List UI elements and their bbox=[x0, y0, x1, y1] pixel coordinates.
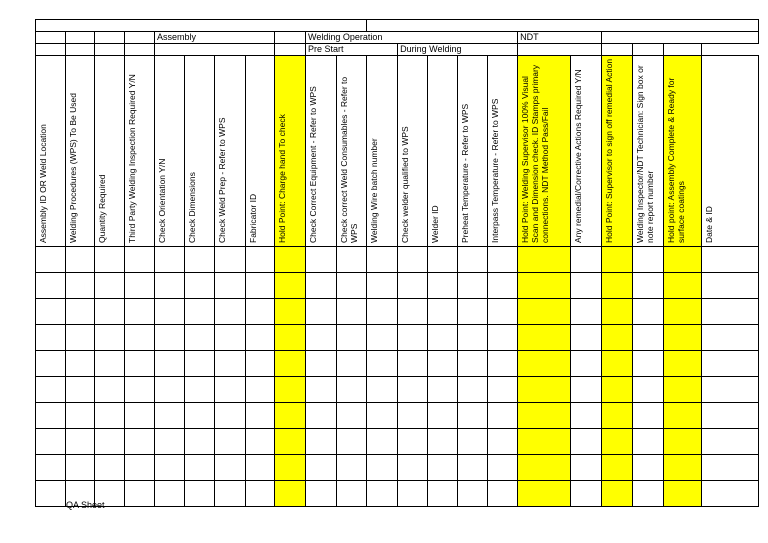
table-cell[interactable] bbox=[215, 351, 246, 377]
hold-point-column-header: Hold Point: Supervisor to sign off remedial Action bbox=[602, 56, 633, 247]
table-cell[interactable] bbox=[95, 299, 125, 325]
table-cell[interactable] bbox=[702, 403, 759, 429]
table-cell[interactable] bbox=[306, 325, 337, 351]
column-header: Any remedial/Corrective Actions Required Y/N bbox=[571, 56, 602, 247]
table-cell[interactable] bbox=[398, 273, 428, 299]
table-cell[interactable] bbox=[571, 273, 602, 299]
table-cell[interactable] bbox=[633, 403, 664, 429]
table-cell[interactable] bbox=[95, 403, 125, 429]
hold-point-cell[interactable] bbox=[518, 325, 571, 351]
table-cell[interactable] bbox=[185, 403, 215, 429]
table-cell[interactable] bbox=[367, 351, 398, 377]
table-cell[interactable] bbox=[702, 429, 759, 455]
table-cell[interactable] bbox=[66, 377, 95, 403]
cell[interactable] bbox=[275, 44, 306, 56]
hold-point-cell[interactable] bbox=[664, 299, 702, 325]
cell[interactable] bbox=[125, 32, 155, 44]
table-cell[interactable] bbox=[367, 299, 398, 325]
cell[interactable] bbox=[95, 32, 125, 44]
hold-point-cell[interactable] bbox=[664, 455, 702, 481]
sheet-footer-label: QA Sheet bbox=[66, 500, 105, 510]
column-header: Check Dimensions bbox=[185, 56, 215, 247]
hold-point-cell[interactable] bbox=[602, 377, 633, 403]
cell[interactable] bbox=[367, 20, 759, 32]
table-cell[interactable] bbox=[306, 403, 337, 429]
hold-point-cell[interactable] bbox=[602, 273, 633, 299]
table-cell[interactable] bbox=[398, 455, 428, 481]
table-cell[interactable] bbox=[458, 403, 488, 429]
ndt-group-header: NDT bbox=[518, 32, 602, 44]
hold-point-cell[interactable] bbox=[664, 481, 702, 507]
column-header: Third Party Welding Inspection Required Y/N bbox=[125, 56, 155, 247]
table-cell[interactable] bbox=[185, 481, 215, 507]
table-cell[interactable] bbox=[185, 247, 215, 273]
table-cell[interactable] bbox=[36, 481, 66, 507]
hold-point-cell[interactable] bbox=[518, 455, 571, 481]
hold-point-cell[interactable] bbox=[275, 481, 306, 507]
table-cell[interactable] bbox=[571, 481, 602, 507]
table-row bbox=[36, 403, 759, 429]
table-cell[interactable] bbox=[633, 455, 664, 481]
table-cell[interactable] bbox=[185, 299, 215, 325]
column-header: Check Weld Prep - Refer to WPS bbox=[215, 56, 246, 247]
hold-point-cell[interactable] bbox=[275, 247, 306, 273]
hold-point-cell[interactable] bbox=[518, 273, 571, 299]
table-cell[interactable] bbox=[66, 325, 95, 351]
table-cell[interactable] bbox=[306, 377, 337, 403]
table-cell[interactable] bbox=[185, 429, 215, 455]
hold-point-cell[interactable] bbox=[664, 273, 702, 299]
table-cell[interactable] bbox=[571, 377, 602, 403]
table-cell[interactable] bbox=[36, 273, 66, 299]
table-cell[interactable] bbox=[337, 481, 367, 507]
table-cell[interactable] bbox=[95, 377, 125, 403]
column-header: Check Orientation Y/N bbox=[155, 56, 185, 247]
table-cell[interactable] bbox=[398, 429, 428, 455]
cell[interactable] bbox=[633, 44, 664, 56]
table-row bbox=[36, 273, 759, 299]
table-cell[interactable] bbox=[246, 429, 275, 455]
column-header: Interpass Temperature - Refer to WPS bbox=[488, 56, 518, 247]
table-cell[interactable] bbox=[702, 481, 759, 507]
table-cell[interactable] bbox=[246, 351, 275, 377]
table-cell[interactable] bbox=[702, 325, 759, 351]
table-cell[interactable] bbox=[66, 247, 95, 273]
hold-point-cell[interactable] bbox=[518, 429, 571, 455]
data-rows bbox=[36, 247, 759, 507]
table-cell[interactable] bbox=[125, 403, 155, 429]
hold-point-cell[interactable] bbox=[518, 351, 571, 377]
column-header: Preheat Temperature - Refer to WPS bbox=[458, 56, 488, 247]
table-cell[interactable] bbox=[428, 403, 458, 429]
table-cell[interactable] bbox=[398, 299, 428, 325]
table-cell[interactable] bbox=[337, 273, 367, 299]
table-cell[interactable] bbox=[337, 403, 367, 429]
table-cell[interactable] bbox=[95, 247, 125, 273]
hold-point-cell[interactable] bbox=[664, 377, 702, 403]
table-cell[interactable] bbox=[95, 351, 125, 377]
table-cell[interactable] bbox=[66, 299, 95, 325]
table-cell[interactable] bbox=[337, 351, 367, 377]
table-row bbox=[36, 481, 759, 507]
table-cell[interactable] bbox=[571, 325, 602, 351]
hold-point-cell[interactable] bbox=[275, 325, 306, 351]
table-cell[interactable] bbox=[125, 351, 155, 377]
cell[interactable] bbox=[36, 44, 66, 56]
table-cell[interactable] bbox=[155, 429, 185, 455]
column-header: Check welder qualified to WPS bbox=[398, 56, 428, 247]
table-cell[interactable] bbox=[458, 481, 488, 507]
cell[interactable] bbox=[518, 44, 602, 56]
hold-point-cell[interactable] bbox=[275, 273, 306, 299]
table-cell[interactable] bbox=[185, 455, 215, 481]
column-header: Quantity Required bbox=[95, 56, 125, 247]
table-cell[interactable] bbox=[125, 481, 155, 507]
table-cell[interactable] bbox=[246, 299, 275, 325]
table-cell[interactable] bbox=[367, 377, 398, 403]
cell[interactable] bbox=[664, 44, 702, 56]
hold-point-cell[interactable] bbox=[602, 247, 633, 273]
column-header: Welding Wire batch number bbox=[367, 56, 398, 247]
table-cell[interactable] bbox=[428, 377, 458, 403]
table-cell[interactable] bbox=[36, 429, 66, 455]
table-cell[interactable] bbox=[571, 299, 602, 325]
table-cell[interactable] bbox=[428, 325, 458, 351]
table-cell[interactable] bbox=[246, 481, 275, 507]
table-cell[interactable] bbox=[125, 299, 155, 325]
table-cell[interactable] bbox=[702, 455, 759, 481]
hold-point-cell[interactable] bbox=[664, 247, 702, 273]
table-cell[interactable] bbox=[95, 273, 125, 299]
table-cell[interactable] bbox=[428, 455, 458, 481]
column-header: Welding Inspector/NDT Technician: Sign box or note report number bbox=[633, 56, 664, 247]
table-cell[interactable] bbox=[306, 273, 337, 299]
cell[interactable] bbox=[275, 32, 306, 44]
table-cell[interactable] bbox=[398, 325, 428, 351]
hold-point-cell[interactable] bbox=[275, 299, 306, 325]
table-cell[interactable] bbox=[488, 273, 518, 299]
table-cell[interactable] bbox=[66, 351, 95, 377]
table-cell[interactable] bbox=[185, 273, 215, 299]
table-cell[interactable] bbox=[125, 273, 155, 299]
table-cell[interactable] bbox=[571, 455, 602, 481]
hold-point-cell[interactable] bbox=[664, 351, 702, 377]
table-cell[interactable] bbox=[215, 299, 246, 325]
hold-point-cell[interactable] bbox=[518, 403, 571, 429]
table-cell[interactable] bbox=[215, 455, 246, 481]
table-cell[interactable] bbox=[633, 299, 664, 325]
hold-point-cell[interactable] bbox=[275, 377, 306, 403]
table-cell[interactable] bbox=[488, 481, 518, 507]
table-row bbox=[36, 299, 759, 325]
cell[interactable] bbox=[95, 44, 125, 56]
table-cell[interactable] bbox=[702, 299, 759, 325]
table-cell[interactable] bbox=[215, 247, 246, 273]
table-cell[interactable] bbox=[458, 377, 488, 403]
table-cell[interactable] bbox=[95, 429, 125, 455]
table-cell[interactable] bbox=[155, 299, 185, 325]
table-cell[interactable] bbox=[215, 377, 246, 403]
table-cell[interactable] bbox=[306, 455, 337, 481]
column-header: Welding Procedures (WPS) To Be Used bbox=[66, 56, 95, 247]
table-cell[interactable] bbox=[633, 351, 664, 377]
column-header: Check correct Weld Consumables - Refer to WPS bbox=[337, 56, 367, 247]
table-cell[interactable] bbox=[633, 377, 664, 403]
table-row bbox=[36, 325, 759, 351]
table-cell[interactable] bbox=[571, 403, 602, 429]
table-cell[interactable] bbox=[215, 403, 246, 429]
hold-point-cell[interactable] bbox=[518, 481, 571, 507]
table-cell[interactable] bbox=[185, 377, 215, 403]
hold-point-column-header: Hold Point: Charge hand To check bbox=[275, 56, 306, 247]
table-cell[interactable] bbox=[633, 247, 664, 273]
table-cell[interactable] bbox=[337, 429, 367, 455]
table-cell[interactable] bbox=[337, 325, 367, 351]
table-row bbox=[36, 429, 759, 455]
table-cell[interactable] bbox=[155, 325, 185, 351]
hold-point-cell[interactable] bbox=[602, 429, 633, 455]
cell[interactable] bbox=[602, 44, 633, 56]
table-cell[interactable] bbox=[36, 377, 66, 403]
hold-point-cell[interactable] bbox=[518, 299, 571, 325]
table-cell[interactable] bbox=[66, 273, 95, 299]
table-cell[interactable] bbox=[398, 351, 428, 377]
table-cell[interactable] bbox=[367, 247, 398, 273]
table-cell[interactable] bbox=[488, 377, 518, 403]
table-cell[interactable] bbox=[246, 403, 275, 429]
cell[interactable] bbox=[125, 44, 155, 56]
table-cell[interactable] bbox=[36, 455, 66, 481]
table-cell[interactable] bbox=[398, 247, 428, 273]
table-cell[interactable] bbox=[66, 429, 95, 455]
hold-point-cell[interactable] bbox=[275, 351, 306, 377]
table-cell[interactable] bbox=[215, 273, 246, 299]
table-cell[interactable] bbox=[185, 325, 215, 351]
table-cell[interactable] bbox=[246, 377, 275, 403]
table-cell[interactable] bbox=[428, 247, 458, 273]
table-cell[interactable] bbox=[125, 429, 155, 455]
table-cell[interactable] bbox=[185, 351, 215, 377]
hold-point-cell[interactable] bbox=[602, 351, 633, 377]
table-cell[interactable] bbox=[702, 273, 759, 299]
table-cell[interactable] bbox=[337, 455, 367, 481]
table-cell[interactable] bbox=[125, 325, 155, 351]
column-header: Fabricator ID bbox=[246, 56, 275, 247]
table-cell[interactable] bbox=[215, 481, 246, 507]
column-header: Assembly ID OR Weld Location bbox=[36, 56, 66, 247]
table-cell[interactable] bbox=[633, 429, 664, 455]
table-cell[interactable] bbox=[246, 325, 275, 351]
table-cell[interactable] bbox=[337, 377, 367, 403]
table-cell[interactable] bbox=[702, 247, 759, 273]
table-cell[interactable] bbox=[488, 247, 518, 273]
table-cell[interactable] bbox=[367, 325, 398, 351]
column-header-row bbox=[36, 56, 759, 247]
table-cell[interactable] bbox=[571, 351, 602, 377]
hold-point-cell[interactable] bbox=[602, 299, 633, 325]
table-cell[interactable] bbox=[155, 351, 185, 377]
cell[interactable] bbox=[66, 32, 95, 44]
column-header: Check Correct Equipment - Refer to WPS bbox=[306, 56, 337, 247]
table-cell[interactable] bbox=[155, 247, 185, 273]
table-cell[interactable] bbox=[36, 325, 66, 351]
table-cell[interactable] bbox=[488, 403, 518, 429]
table-cell[interactable] bbox=[367, 455, 398, 481]
hold-point-cell[interactable] bbox=[602, 481, 633, 507]
table-row bbox=[36, 351, 759, 377]
welding-operation-group-header: Welding Operation bbox=[306, 32, 518, 44]
table-row bbox=[36, 247, 759, 273]
table-cell[interactable] bbox=[36, 299, 66, 325]
table-cell[interactable] bbox=[337, 247, 367, 273]
cell[interactable] bbox=[36, 32, 66, 44]
table-cell[interactable] bbox=[155, 377, 185, 403]
column-header: Date & ID bbox=[702, 56, 759, 247]
table-cell[interactable] bbox=[488, 429, 518, 455]
table-cell[interactable] bbox=[398, 403, 428, 429]
table-cell[interactable] bbox=[571, 429, 602, 455]
hold-point-cell[interactable] bbox=[664, 403, 702, 429]
hold-point-cell[interactable] bbox=[664, 325, 702, 351]
table-cell[interactable] bbox=[428, 481, 458, 507]
table-cell[interactable] bbox=[337, 299, 367, 325]
top-blank-row bbox=[36, 20, 759, 32]
table-cell[interactable] bbox=[458, 351, 488, 377]
assembly-group-header: Assembly bbox=[155, 32, 275, 44]
qa-sheet-table bbox=[35, 19, 759, 507]
table-cell[interactable] bbox=[428, 299, 458, 325]
table-cell[interactable] bbox=[398, 481, 428, 507]
table-cell[interactable] bbox=[488, 455, 518, 481]
hold-point-cell[interactable] bbox=[275, 429, 306, 455]
table-cell[interactable] bbox=[488, 299, 518, 325]
table-cell[interactable] bbox=[702, 351, 759, 377]
table-cell[interactable] bbox=[458, 273, 488, 299]
hold-point-cell[interactable] bbox=[518, 377, 571, 403]
table-cell[interactable] bbox=[306, 299, 337, 325]
table-cell[interactable] bbox=[458, 429, 488, 455]
table-cell[interactable] bbox=[155, 481, 185, 507]
table-cell[interactable] bbox=[633, 325, 664, 351]
cell[interactable] bbox=[602, 32, 759, 44]
cell[interactable] bbox=[155, 44, 275, 56]
table-cell[interactable] bbox=[458, 299, 488, 325]
table-cell[interactable] bbox=[458, 247, 488, 273]
table-cell[interactable] bbox=[36, 403, 66, 429]
hold-point-cell[interactable] bbox=[602, 325, 633, 351]
table-cell[interactable] bbox=[398, 377, 428, 403]
table-cell[interactable] bbox=[488, 351, 518, 377]
table-cell[interactable] bbox=[95, 455, 125, 481]
table-cell[interactable] bbox=[36, 351, 66, 377]
table-cell[interactable] bbox=[215, 429, 246, 455]
table-cell[interactable] bbox=[246, 455, 275, 481]
cell[interactable] bbox=[36, 20, 367, 32]
hold-point-cell[interactable] bbox=[664, 429, 702, 455]
hold-point-cell[interactable] bbox=[518, 247, 571, 273]
table-cell[interactable] bbox=[458, 325, 488, 351]
table-cell[interactable] bbox=[428, 273, 458, 299]
table-cell[interactable] bbox=[428, 429, 458, 455]
hold-point-column-header: Hold point: Assembly Complete & Ready for surface coatings bbox=[664, 56, 702, 247]
table-cell[interactable] bbox=[155, 455, 185, 481]
table-cell[interactable] bbox=[36, 247, 66, 273]
column-header: Welder ID bbox=[428, 56, 458, 247]
table-cell[interactable] bbox=[367, 481, 398, 507]
table-cell[interactable] bbox=[125, 455, 155, 481]
table-cell[interactable] bbox=[428, 351, 458, 377]
table-row bbox=[36, 455, 759, 481]
table-cell[interactable] bbox=[66, 403, 95, 429]
table-cell[interactable] bbox=[66, 455, 95, 481]
hold-point-column-header: Hold Point: Welding Supervisor 100% Visual Scan and Dimension check. ID Stamps primary connections. NDT Method Pass/Fail bbox=[518, 56, 571, 247]
table-cell[interactable] bbox=[458, 455, 488, 481]
table-cell[interactable] bbox=[246, 273, 275, 299]
table-cell[interactable] bbox=[246, 247, 275, 273]
table-cell[interactable] bbox=[306, 429, 337, 455]
group-header-row bbox=[36, 32, 759, 44]
table-cell[interactable] bbox=[306, 247, 337, 273]
table-cell[interactable] bbox=[155, 273, 185, 299]
hold-point-cell[interactable] bbox=[602, 403, 633, 429]
table-cell[interactable] bbox=[306, 481, 337, 507]
subgroup-header-row bbox=[36, 44, 759, 56]
table-cell[interactable] bbox=[125, 377, 155, 403]
hold-point-cell[interactable] bbox=[275, 403, 306, 429]
table-cell[interactable] bbox=[367, 429, 398, 455]
hold-point-cell[interactable] bbox=[275, 455, 306, 481]
table-cell[interactable] bbox=[367, 273, 398, 299]
table-cell[interactable] bbox=[633, 273, 664, 299]
cell[interactable] bbox=[66, 44, 95, 56]
during-welding-header: During Welding bbox=[398, 44, 518, 56]
hold-point-cell[interactable] bbox=[602, 455, 633, 481]
table-cell[interactable] bbox=[306, 351, 337, 377]
table-cell[interactable] bbox=[633, 481, 664, 507]
table-cell[interactable] bbox=[155, 403, 185, 429]
table-cell[interactable] bbox=[702, 377, 759, 403]
table-row bbox=[36, 377, 759, 403]
table-cell[interactable] bbox=[571, 247, 602, 273]
pre-start-header: Pre Start bbox=[306, 44, 398, 56]
table-cell[interactable] bbox=[125, 247, 155, 273]
table-cell[interactable] bbox=[367, 403, 398, 429]
table-cell[interactable] bbox=[488, 325, 518, 351]
table-cell[interactable] bbox=[215, 325, 246, 351]
table-cell[interactable] bbox=[95, 325, 125, 351]
